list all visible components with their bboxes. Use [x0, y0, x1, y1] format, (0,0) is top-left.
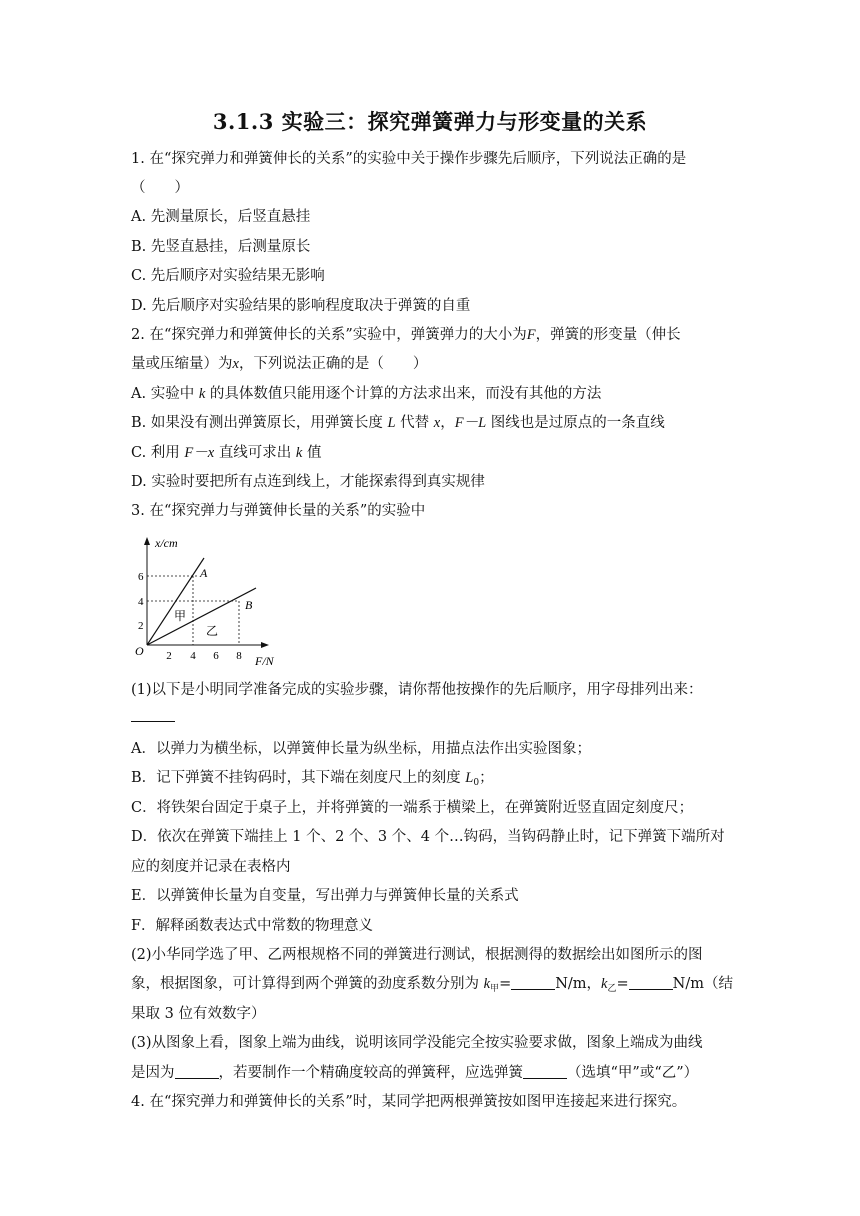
- subscript: 乙: [607, 984, 617, 994]
- var-L: L: [387, 415, 396, 431]
- region-yi-label: 乙: [206, 624, 219, 638]
- option-text: B. 如果没有测出弹簧原长，用弹簧长度: [131, 415, 383, 431]
- option-text: 的具体数值只能用逐个计算的方法求出来，而没有其他的方法: [209, 386, 602, 402]
- q1-option-b: B. 先竖直悬挂，后测量原长: [131, 239, 311, 255]
- expr-F-x: F－x: [184, 445, 215, 461]
- var-x: x: [232, 356, 239, 372]
- q3-stem: 3. 在“探究弹力与弹簧伸长量的关系”的实验中: [131, 503, 426, 519]
- y-tick-label: 4: [138, 596, 144, 608]
- y-tick-label: 6: [138, 571, 144, 583]
- q2-option-a: [131, 384, 601, 404]
- x-axis-arrow: [261, 642, 269, 648]
- y-axis-arrow: [144, 537, 150, 545]
- var-F: F: [526, 327, 536, 343]
- q4-stem: 4. 在“探究弹力和弹簧伸长的关系”时，某同学把两根弹簧按如图甲连接起来进行探究。: [131, 1094, 687, 1110]
- q3-step-f: F．解释函数表达式中常数的物理意义: [131, 918, 374, 934]
- x-tick-label: 4: [190, 650, 196, 662]
- line-A: [147, 558, 204, 645]
- option-text: ，: [440, 415, 455, 431]
- y-axis-label: x/cm: [155, 536, 178, 550]
- q2-stem-text: ，下列说法正确的是（ ）: [238, 356, 428, 372]
- answer-blank-k-jia: [511, 975, 555, 990]
- option-text: 直线可求出: [218, 445, 292, 461]
- unit-text: N/m，: [555, 976, 602, 992]
- var-k: k: [295, 445, 303, 461]
- subscript: 0: [473, 778, 480, 788]
- q2-option-c: [131, 443, 321, 463]
- q3-part1-answer-line: [131, 706, 175, 726]
- origin-label: O: [135, 644, 144, 658]
- x-tick-label: 8: [236, 650, 242, 662]
- q1-option-c: C. 先后顺序对实验结果无影响: [131, 268, 325, 284]
- part3-text: ，若要制作一个精确度较高的弹簧秤，应选弹簧: [218, 1065, 523, 1081]
- q1-option-a: A. 先测量原长，后竖直悬挂: [131, 209, 311, 225]
- q2-stem-text: 量或压缩量）为: [131, 356, 233, 372]
- subscript: 甲: [490, 984, 500, 994]
- answer-blank-reason: [175, 1064, 219, 1079]
- q3-step-e: E．以弹簧伸长量为自变量，写出弹力与弹簧伸长量的关系式: [131, 888, 519, 904]
- var-L0: L: [465, 770, 474, 786]
- q2-stem-text: ，弹簧的形变量（伸长: [535, 327, 681, 343]
- var-k: k: [601, 976, 608, 992]
- equals-sign: =: [499, 976, 512, 992]
- region-jia-label: 甲: [174, 609, 187, 623]
- q3-part3-line1: (3)从图象上看，图象上端为曲线，说明该同学没能完全按实验要求做，图象上端成为曲线: [131, 1035, 703, 1051]
- answer-blank: [131, 707, 175, 722]
- q2-option-b: [131, 413, 665, 433]
- line-B: [147, 588, 256, 645]
- spring-graph: [128, 531, 288, 671]
- option-text: 值: [306, 445, 322, 461]
- q3-part2-line2: [131, 974, 733, 999]
- q2-stem-text: 2. 在“探究弹力和弹簧伸长的关系”实验中，弹簧弹力的大小为: [131, 327, 527, 343]
- unit-text: N/m（结: [672, 976, 733, 992]
- step-text: B．记下弹簧不挂钩码时，其下端在刻度尺上的刻度: [131, 770, 461, 786]
- y-tick-label: 2: [138, 620, 144, 632]
- q1-stem-line1: 1. 在“探究弹力和弹簧伸长的关系”的实验中关于操作步骤先后顺序，下列说法正确的是: [131, 151, 687, 167]
- q3-step-d-line1: D．依次在弹簧下端挂上 1 个、2 个、3 个、4 个…钩码，当钩码静止时，记下弹簧下端所对: [131, 829, 725, 845]
- q1-option-d: D. 先后顺序对实验结果的影响程度取决于弹簧的自重: [131, 298, 471, 314]
- q3-part2-line3: 果取 3 位有效数字）: [131, 1006, 266, 1022]
- x-tick-label: 2: [166, 650, 172, 662]
- x-tick-label: 6: [213, 650, 219, 662]
- q3-step-d-line2: 应的刻度并记录在表格内: [131, 859, 291, 875]
- x-axis-label: F/N: [255, 654, 274, 668]
- answer-blank-spring-choice: [523, 1064, 567, 1079]
- line-A-label: A: [200, 566, 208, 580]
- option-text: C. 利用: [131, 445, 180, 461]
- var-k: k: [483, 976, 491, 992]
- q2-stem-line2: [131, 354, 427, 374]
- q3-part2-line1: (2)小华同学选了甲、乙两根规格不同的弹簧进行测试，根据测得的数据绘出如图所示的图: [131, 947, 703, 963]
- q3-step-c: C．将铁架台固定于桌子上，并将弹簧的一端系于横梁上，在弹簧附近竖直固定刻度尺；: [131, 800, 694, 816]
- equals-sign: =: [616, 976, 629, 992]
- option-text: 图线也是过原点的一条直线: [490, 415, 665, 431]
- q3-part3-line2: [131, 1063, 698, 1083]
- option-text: 代替: [400, 415, 430, 431]
- line-B-label: B: [245, 598, 253, 612]
- page-title: 3.1.3 实验三：探究弹簧弹力与形变量的关系: [212, 109, 648, 134]
- q1-stem-line2: （ ）: [131, 180, 189, 196]
- part2-text: 象，根据图象，可计算得到两个弹簧的劲度系数分别为: [131, 976, 479, 992]
- var-k: k: [198, 386, 206, 402]
- q3-step-a: A．以弹力为横坐标，以弹簧伸长量为纵坐标，用描点法作出实验图象；: [131, 741, 591, 757]
- q2-option-d: D. 实验时要把所有点连到线上，才能探索得到真实规律: [131, 474, 485, 490]
- q2-stem-line1: [131, 325, 681, 345]
- part3-text: （选填“甲”或“乙”）: [567, 1065, 699, 1081]
- q3-part1-stem: (1)以下是小明同学准备完成的实验步骤，请你帮他按操作的先后顺序，用字母排列出来：: [131, 682, 703, 698]
- q3-step-b: [131, 768, 494, 793]
- part3-text: 是因为: [131, 1065, 175, 1081]
- expr-F-L: F－L: [454, 415, 487, 431]
- var-x: x: [433, 415, 441, 431]
- step-text: ；: [479, 770, 494, 786]
- answer-blank-k-yi: [629, 975, 673, 990]
- option-text: A. 实验中: [131, 386, 195, 402]
